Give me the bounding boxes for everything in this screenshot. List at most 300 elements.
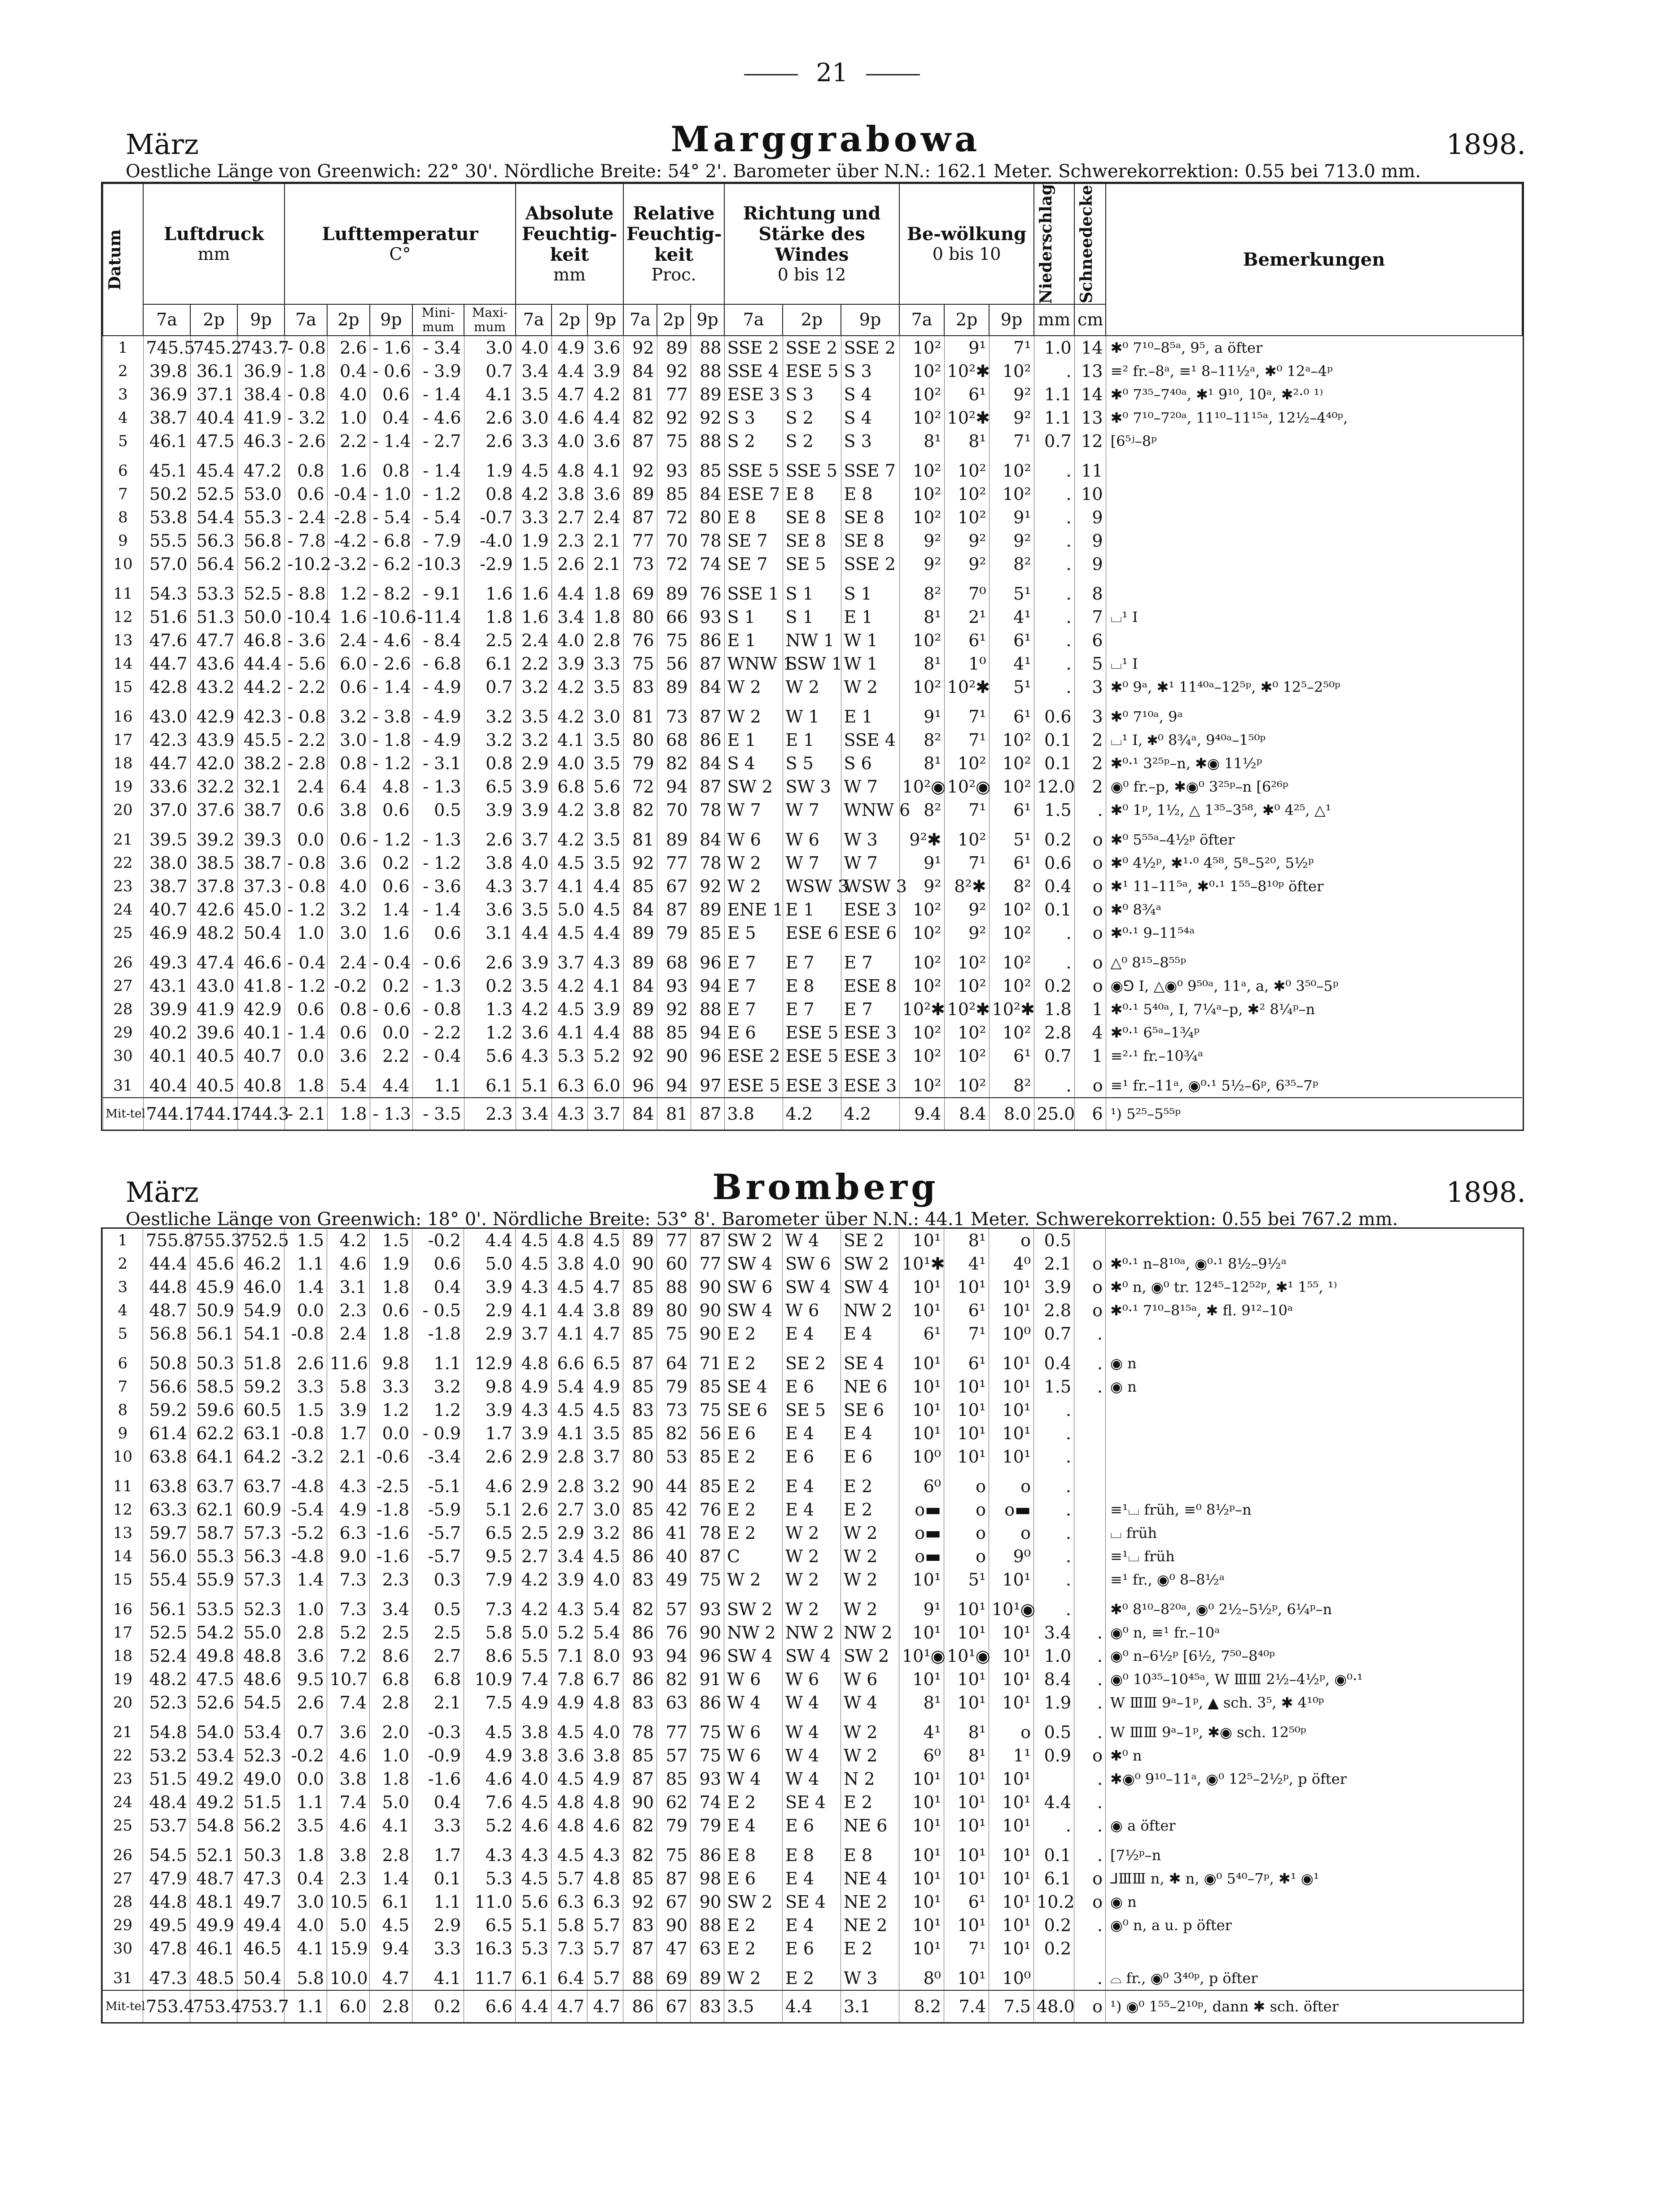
table-cell: 2.3 bbox=[327, 1299, 370, 1322]
spacer-cell bbox=[370, 1345, 412, 1352]
table-cell: E 2 bbox=[841, 1475, 899, 1498]
table-cell: 6.3 bbox=[327, 1521, 370, 1545]
table-cell: 51.5 bbox=[143, 1767, 190, 1791]
table-cell: SSE 2 bbox=[841, 336, 899, 359]
table-cell: 6.3 bbox=[552, 1074, 587, 1098]
table-cell: 94 bbox=[691, 1021, 724, 1044]
table-cell: 10¹ bbox=[989, 1767, 1034, 1791]
table-cell: 2.1 bbox=[412, 1691, 464, 1714]
table-cell: 75 bbox=[657, 1844, 691, 1867]
table-cell: 63.7 bbox=[190, 1475, 237, 1498]
table-cell: 94 bbox=[657, 1074, 691, 1098]
table-cell: W 6 bbox=[783, 1299, 841, 1322]
table-cell: 3.3 bbox=[516, 506, 552, 529]
remark-cell: ◉ n bbox=[1106, 1375, 1523, 1398]
table-cell: 80 bbox=[657, 1299, 691, 1322]
col-precip: Niederschlag bbox=[1037, 184, 1056, 304]
table-cell: 4.0 bbox=[327, 383, 370, 406]
spacer-cell bbox=[623, 1345, 657, 1352]
table-cell: 70 bbox=[657, 798, 691, 822]
table-cell: 8¹ bbox=[944, 1744, 989, 1767]
table-cell: 77 bbox=[657, 383, 691, 406]
table-row bbox=[103, 1044, 1522, 1068]
table-cell: 9² bbox=[944, 921, 989, 945]
table-cell: 4.5 bbox=[552, 1721, 587, 1744]
table-cell: 16.3 bbox=[464, 1937, 516, 1960]
spacer-row bbox=[103, 699, 1522, 705]
table-cell: W 6 bbox=[783, 1668, 841, 1691]
spacer-cell bbox=[1074, 576, 1106, 582]
table-cell bbox=[1074, 1568, 1106, 1591]
table-cell: - 2.4 bbox=[285, 506, 327, 529]
table-cell: - 8.2 bbox=[370, 582, 412, 605]
table-cell: W 2 bbox=[724, 675, 783, 699]
table-cell: 3.9 bbox=[1034, 1275, 1074, 1299]
table-cell bbox=[1074, 1521, 1106, 1545]
table-cell: SSE 5 bbox=[724, 459, 783, 482]
table-cell: 47.5 bbox=[190, 1668, 237, 1691]
table-cell: 82 bbox=[657, 1422, 691, 1445]
table-cell: 6.8 bbox=[552, 775, 587, 798]
table-cell: 1.8 bbox=[370, 1322, 412, 1345]
table-cell: 3.2 bbox=[464, 728, 516, 752]
day-cell: 31 bbox=[103, 1074, 143, 1098]
spacer-cell bbox=[657, 699, 691, 705]
spacer-cell bbox=[1074, 1068, 1106, 1074]
table-cell: 83 bbox=[623, 1691, 657, 1714]
table-cell: 93 bbox=[657, 974, 691, 998]
remark-cell: ✱⁰·¹ 7¹⁰–8¹⁵ᵃ, ✱ fl. 9¹²–10ᵃ bbox=[1106, 1299, 1523, 1322]
table-cell: 1.8 bbox=[464, 605, 516, 629]
table-cell: 5.0 bbox=[464, 1252, 516, 1275]
table-cell: -3.2 bbox=[285, 1445, 327, 1468]
table-cell: 10¹ bbox=[989, 1375, 1034, 1398]
table-cell: . bbox=[1074, 1844, 1106, 1867]
table-cell: -4.8 bbox=[285, 1545, 327, 1568]
table-cell: 10.5 bbox=[327, 1890, 370, 1914]
table-cell: 2.7 bbox=[552, 506, 587, 529]
day-cell: 27 bbox=[103, 1867, 143, 1890]
table-cell: ESE 3 bbox=[724, 383, 783, 406]
table-cell: o bbox=[1074, 974, 1106, 998]
table-cell: S 1 bbox=[783, 582, 841, 605]
spacer-cell bbox=[370, 453, 412, 459]
table-cell: 9¹ bbox=[989, 506, 1034, 529]
table-cell: 7.5 bbox=[989, 1990, 1034, 2022]
spacer-cell bbox=[1106, 1068, 1522, 1074]
table-cell: 8¹ bbox=[899, 652, 944, 675]
table-cell: 78 bbox=[623, 1721, 657, 1744]
table-cell: ESE 8 bbox=[841, 974, 899, 998]
table-cell: 58.7 bbox=[190, 1521, 237, 1545]
table-cell: NE 4 bbox=[841, 1867, 899, 1890]
table-cell: 4⁰ bbox=[989, 1252, 1034, 1275]
table-cell: 43.0 bbox=[143, 705, 190, 728]
table-cell: 92 bbox=[657, 998, 691, 1021]
table-cell: 10¹◉ bbox=[989, 1598, 1034, 1621]
table-cell: W 7 bbox=[783, 851, 841, 875]
table-cell: SW 6 bbox=[724, 1275, 783, 1299]
spacer-cell bbox=[327, 1468, 370, 1475]
table-cell: 51.8 bbox=[237, 1352, 285, 1375]
table-cell: 89 bbox=[657, 828, 691, 851]
spacer-cell bbox=[412, 576, 464, 582]
table-cell: 4.1 bbox=[285, 1937, 327, 1960]
spacer-cell bbox=[944, 822, 989, 828]
table-cell: 2.5 bbox=[516, 1521, 552, 1545]
table-cell: WNW 6 bbox=[841, 798, 899, 822]
table-cell: SW 4 bbox=[724, 1299, 783, 1322]
table-cell: 1.0 bbox=[327, 406, 370, 429]
table-cell: SW 4 bbox=[783, 1644, 841, 1668]
table-cell: 50.0 bbox=[237, 605, 285, 629]
table-cell: 0.6 bbox=[285, 798, 327, 822]
table-cell: 0.6 bbox=[1034, 851, 1074, 875]
table-cell: 72 bbox=[657, 506, 691, 529]
table-cell: 2.7 bbox=[516, 1545, 552, 1568]
table-cell: 5.8 bbox=[464, 1621, 516, 1644]
table-cell: 2 bbox=[1074, 775, 1106, 798]
table-cell: 0.1 bbox=[1034, 898, 1074, 921]
table-cell: . bbox=[1034, 1422, 1074, 1445]
spacer-cell bbox=[989, 1591, 1034, 1598]
spacer-cell bbox=[724, 1960, 783, 1967]
table-cell: SE 4 bbox=[783, 1791, 841, 1814]
table-cell: 44.2 bbox=[237, 675, 285, 699]
table-cell: 3.5 bbox=[587, 1422, 623, 1445]
table-cell: . bbox=[1074, 1621, 1106, 1644]
table-row bbox=[103, 1890, 1523, 1914]
table-row bbox=[103, 752, 1522, 775]
spacer-cell bbox=[143, 1591, 190, 1598]
table-cell: 3.8 bbox=[587, 1299, 623, 1322]
table-cell: 87 bbox=[691, 705, 724, 728]
table-cell: 89 bbox=[691, 1967, 724, 1990]
table-cell: 10¹ bbox=[944, 1691, 989, 1714]
spacer-cell bbox=[143, 576, 190, 582]
table-cell: 9² bbox=[899, 552, 944, 576]
remark-cell: ⌴ früh bbox=[1106, 1521, 1523, 1545]
table-cell: 85 bbox=[623, 875, 657, 898]
table-cell: S 3 bbox=[783, 383, 841, 406]
table-cell: 9 bbox=[1074, 552, 1106, 576]
table-cell: 96 bbox=[691, 951, 724, 974]
table-cell: - 0.4 bbox=[412, 1044, 464, 1068]
table-cell: 40.5 bbox=[190, 1044, 237, 1068]
table-cell: - 2.1 bbox=[285, 1098, 327, 1130]
table-row bbox=[103, 1568, 1523, 1591]
table-cell: SSE 5 bbox=[783, 459, 841, 482]
spacer-cell bbox=[623, 1068, 657, 1074]
table-cell: 6¹ bbox=[989, 851, 1034, 875]
table-cell: - 1.3 bbox=[412, 775, 464, 798]
table-cell: 2.5 bbox=[464, 629, 516, 652]
spacer-cell bbox=[841, 1345, 899, 1352]
table-cell: 1.5 bbox=[1034, 798, 1074, 822]
table-cell: 2.3 bbox=[552, 529, 587, 552]
table-cell: 2.6 bbox=[285, 1352, 327, 1375]
table-row bbox=[103, 898, 1522, 921]
table-row bbox=[103, 459, 1522, 482]
remark-cell bbox=[1106, 1791, 1523, 1814]
table-cell: 10¹ bbox=[944, 1967, 989, 1990]
time-9p: 9p bbox=[841, 304, 899, 336]
table-row bbox=[103, 1252, 1523, 1275]
remark-cell: ✱⁰ 7¹⁰–7²⁰ᵃ, 11¹⁰–11¹⁵ᵃ, 12½–4⁴⁰ᵖ, bbox=[1106, 406, 1522, 429]
remark-cell: ✱⁰ n, ◉⁰ tr. 12⁴⁵–12⁵²ᵖ, ✱¹ 1⁵⁵, ¹⁾ bbox=[1106, 1275, 1523, 1299]
table-row bbox=[103, 1229, 1523, 1252]
table-cell: E 6 bbox=[783, 1937, 841, 1960]
table-row bbox=[103, 675, 1522, 699]
table-cell: 49.4 bbox=[237, 1914, 285, 1937]
table-cell: 53.0 bbox=[237, 482, 285, 506]
table-cell: 85 bbox=[691, 1475, 724, 1498]
spacer-cell bbox=[944, 1468, 989, 1475]
table-cell: SW 2 bbox=[841, 1644, 899, 1668]
table-cell: 1.7 bbox=[412, 1844, 464, 1867]
day-cell: 13 bbox=[103, 1521, 143, 1545]
table-cell: - 1.4 bbox=[370, 675, 412, 699]
table-cell: 0.6 bbox=[370, 1299, 412, 1322]
table-cell: 9¹ bbox=[899, 1598, 944, 1621]
table-cell: 2.4 bbox=[327, 951, 370, 974]
table-cell: 9¹ bbox=[944, 336, 989, 359]
spacer-cell bbox=[989, 1960, 1034, 1967]
table-cell: SE 2 bbox=[841, 1229, 899, 1252]
table-cell: 77 bbox=[657, 1229, 691, 1252]
table-cell: 82 bbox=[623, 1598, 657, 1621]
table-cell: 4.0 bbox=[552, 629, 587, 652]
spacer-row bbox=[103, 1345, 1523, 1352]
table-cell: E 2 bbox=[783, 1967, 841, 1990]
table-cell: W 2 bbox=[724, 1568, 783, 1591]
table-cell: W 6 bbox=[724, 1721, 783, 1744]
spacer-row bbox=[103, 1960, 1523, 1967]
spacer-cell bbox=[1074, 1468, 1106, 1475]
table-cell: 48.0 bbox=[1034, 1990, 1074, 2022]
table-cell: 4.2 bbox=[841, 1098, 899, 1130]
table-cell: W 6 bbox=[783, 828, 841, 851]
table-cell: 85 bbox=[623, 1275, 657, 1299]
table-cell: 86 bbox=[691, 1844, 724, 1867]
table-cell: 4¹ bbox=[944, 1252, 989, 1275]
table-cell: 3.8 bbox=[327, 1844, 370, 1867]
spacer-cell bbox=[623, 1468, 657, 1475]
spacer-cell bbox=[103, 1837, 143, 1844]
table-cell: -0.7 bbox=[464, 506, 516, 529]
table-cell: 10¹ bbox=[899, 1229, 944, 1252]
table-cell: 745.5 bbox=[143, 336, 190, 359]
table-cell: 4.1 bbox=[516, 1299, 552, 1322]
table-row bbox=[103, 359, 1522, 383]
table-cell: 5¹ bbox=[989, 828, 1034, 851]
year: 1898. bbox=[1446, 1176, 1526, 1209]
table-cell: 47.3 bbox=[143, 1967, 190, 1990]
table-cell: 47.6 bbox=[143, 629, 190, 652]
table-cell: E 1 bbox=[841, 705, 899, 728]
table-cell: 0.7 bbox=[1034, 1322, 1074, 1345]
table-cell: 1.9 bbox=[1034, 1691, 1074, 1714]
table-cell: 10² bbox=[989, 728, 1034, 752]
table-cell: 3.0 bbox=[587, 705, 623, 728]
table-cell: 0.5 bbox=[1034, 1229, 1074, 1252]
table-cell: 745.2 bbox=[190, 336, 237, 359]
spacer-cell bbox=[552, 453, 587, 459]
spacer-cell bbox=[412, 1468, 464, 1475]
month: März bbox=[126, 1176, 199, 1209]
table-cell: . bbox=[1034, 1475, 1074, 1498]
table-cell: 75 bbox=[657, 429, 691, 453]
table-cell: 10⁰ bbox=[899, 1445, 944, 1468]
table-cell: 40 bbox=[657, 1545, 691, 1568]
remark-cell: ✱⁰ 9ᵃ, ✱¹ 11⁴⁰ᵃ–12⁵ᵖ, ✱⁰ 12⁵–2⁵⁰ᵖ bbox=[1106, 675, 1522, 699]
table-cell: . bbox=[1034, 1498, 1074, 1521]
table-cell: 53.2 bbox=[143, 1744, 190, 1767]
day-cell: 7 bbox=[103, 1375, 143, 1398]
table-cell: - 7.8 bbox=[285, 529, 327, 552]
table-cell: E 4 bbox=[783, 1914, 841, 1937]
table-cell: W 2 bbox=[783, 1545, 841, 1568]
table-cell: -0.6 bbox=[370, 1445, 412, 1468]
table-cell: 93 bbox=[657, 459, 691, 482]
table-cell: 83 bbox=[623, 1398, 657, 1422]
table-cell: 43.0 bbox=[190, 974, 237, 998]
time-2p: 2p bbox=[327, 304, 370, 336]
table-cell: 3.4 bbox=[1034, 1621, 1074, 1644]
table-cell: 44 bbox=[657, 1475, 691, 1498]
table-cell: - 4.9 bbox=[412, 728, 464, 752]
table-cell: . bbox=[1074, 1791, 1106, 1814]
spacer-cell bbox=[944, 1591, 989, 1598]
table-cell: 89 bbox=[623, 921, 657, 945]
table-cell: 86 bbox=[691, 728, 724, 752]
table-cell: 6.1 bbox=[1034, 1867, 1074, 1890]
remark-cell: ⌴¹ I, ✱⁰ 8¾ᵃ, 9⁴⁰ᵃ–1⁵⁰ᵖ bbox=[1106, 728, 1522, 752]
spacer-cell bbox=[989, 1345, 1034, 1352]
table-cell: 87 bbox=[623, 429, 657, 453]
spacer-cell bbox=[841, 1714, 899, 1721]
table-cell: 53.5 bbox=[190, 1598, 237, 1621]
table-cell: 2 bbox=[1074, 752, 1106, 775]
table-cell: 10²◉ bbox=[944, 775, 989, 798]
table-cell: 57.3 bbox=[237, 1521, 285, 1545]
table-cell: 3.5 bbox=[587, 752, 623, 775]
table-cell: -1.6 bbox=[370, 1521, 412, 1545]
table-cell: 48.6 bbox=[237, 1668, 285, 1691]
table-row bbox=[103, 1914, 1523, 1937]
spacer-cell bbox=[412, 945, 464, 951]
spacer-cell bbox=[285, 1591, 327, 1598]
table-cell: 8² bbox=[989, 875, 1034, 898]
table-cell: 9.8 bbox=[464, 1375, 516, 1398]
station-geo: Oestliche Länge von Greenwich: 22° 30'. Nördliche Breite: 54° 2'. Barometer über N.N.: 162.1 Meter. Schwerekorrektion: 0.55 bei 713.0 mm. bbox=[126, 161, 1421, 182]
unit: 0 bis 10 bbox=[932, 244, 1001, 264]
table-cell: 94 bbox=[691, 974, 724, 998]
spacer-cell bbox=[691, 1345, 724, 1352]
spacer-cell bbox=[691, 1837, 724, 1844]
table-cell: 1.7 bbox=[327, 1422, 370, 1445]
spacer-cell bbox=[412, 1345, 464, 1352]
table-cell: NE 2 bbox=[841, 1914, 899, 1937]
table-cell: E 8 bbox=[724, 1844, 783, 1867]
table-cell: - 8.8 bbox=[285, 582, 327, 605]
table-cell: . bbox=[1074, 1352, 1106, 1375]
table-cell: 64.1 bbox=[190, 1445, 237, 1468]
spacer-cell bbox=[691, 1714, 724, 1721]
spacer-cell bbox=[285, 945, 327, 951]
table-cell bbox=[1074, 1598, 1106, 1621]
table-cell: 87 bbox=[691, 775, 724, 798]
table-cell: 3.5 bbox=[285, 1814, 327, 1837]
table-cell: 10 bbox=[1074, 482, 1106, 506]
spacer-cell bbox=[841, 1068, 899, 1074]
table-cell: E 4 bbox=[724, 1814, 783, 1837]
table-cell: 7.4 bbox=[327, 1691, 370, 1714]
table-cell: 52.6 bbox=[190, 1691, 237, 1714]
table-cell: 10¹ bbox=[899, 1352, 944, 1375]
table-cell: 43.2 bbox=[190, 675, 237, 699]
table-cell: 38.2 bbox=[237, 752, 285, 775]
table-cell: W 6 bbox=[841, 1668, 899, 1691]
table-cell: E 7 bbox=[841, 951, 899, 974]
table-cell: SW 4 bbox=[724, 1252, 783, 1275]
table-cell: 66 bbox=[657, 605, 691, 629]
table-cell: 3.0 bbox=[464, 336, 516, 359]
table-body bbox=[103, 336, 1522, 1130]
table-cell: 3.3 bbox=[370, 1375, 412, 1398]
day-cell: 3 bbox=[103, 1275, 143, 1299]
table-cell: 85 bbox=[691, 459, 724, 482]
table-cell: 56.1 bbox=[190, 1322, 237, 1345]
table-cell: 8¹ bbox=[944, 1229, 989, 1252]
table-cell: 3.9 bbox=[516, 775, 552, 798]
table-cell: 39.9 bbox=[143, 998, 190, 1021]
unit: 0 bis 12 bbox=[777, 264, 846, 285]
table-cell: 6¹ bbox=[944, 1299, 989, 1322]
table-row bbox=[103, 974, 1522, 998]
table-cell: 6⁰ bbox=[899, 1744, 944, 1767]
table-cell: -11.4 bbox=[412, 605, 464, 629]
table-cell: 70 bbox=[657, 529, 691, 552]
spacer-cell bbox=[1106, 1960, 1523, 1967]
table-cell: 40.7 bbox=[143, 898, 190, 921]
table-cell: 753.4 bbox=[190, 1990, 237, 2022]
spacer-cell bbox=[552, 1591, 587, 1598]
table-cell: 88 bbox=[691, 336, 724, 359]
table-cell: 4.8 bbox=[587, 1791, 623, 1814]
remark-cell bbox=[1106, 1229, 1523, 1252]
table-cell: 93 bbox=[691, 605, 724, 629]
table-cell: 3.9 bbox=[516, 798, 552, 822]
table-cell: W 4 bbox=[783, 1721, 841, 1744]
table-cell: 89 bbox=[657, 675, 691, 699]
spacer-cell bbox=[623, 1837, 657, 1844]
table-cell: 87 bbox=[623, 1767, 657, 1791]
spacer-cell bbox=[237, 945, 285, 951]
table-cell: E 4 bbox=[783, 1422, 841, 1445]
table-marggrabowa bbox=[101, 182, 1524, 1131]
table-cell: 0.0 bbox=[285, 1767, 327, 1791]
time-9p: 9p bbox=[989, 304, 1034, 336]
table-cell: 4.2 bbox=[552, 705, 587, 728]
spacer-cell bbox=[143, 822, 190, 828]
table-cell: 0.7 bbox=[1034, 429, 1074, 453]
table-cell: SW 4 bbox=[724, 1644, 783, 1668]
table-cell: E 4 bbox=[783, 1498, 841, 1521]
table-cell: SE 4 bbox=[724, 1375, 783, 1398]
table-cell: 4.1 bbox=[464, 383, 516, 406]
table-cell: 75 bbox=[691, 1568, 724, 1591]
